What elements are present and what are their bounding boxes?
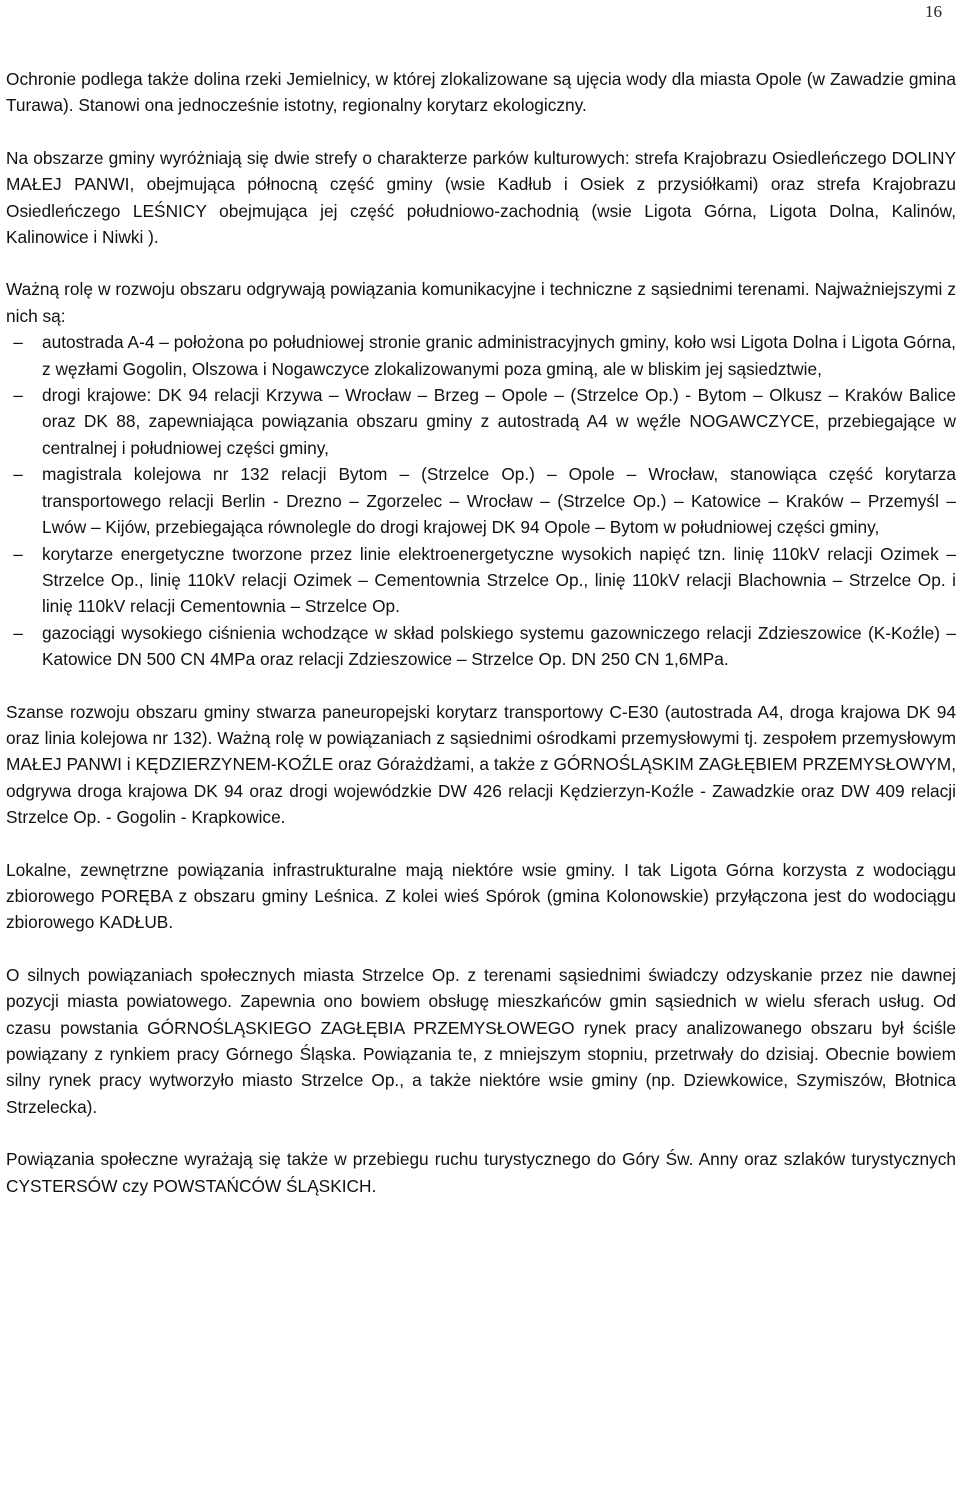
list-item xyxy=(6,541,956,620)
dash-bullet-icon: – xyxy=(13,543,23,564)
paragraph-connections-intro: Ważną rolę w rozwoju obszaru odgrywają powiązania komunikacyjne i techniczne z sąsiednimi terenami. Najważniejszymi z nich są: xyxy=(6,279,956,326)
dash-bullet-icon: – xyxy=(13,385,23,406)
list-item-text: magistrala kolejowa nr 132 relacji Bytom – (Strzelce Op.) – Opole – Wrocław, stanowiąca część korytarza transportowego relacji Berlin - Drezno – Zgorzelec – Wrocław – (Strzelce Op.) – Katowice – Kraków – Przemyśl – Lwów – Kijów, przebiegająca równolegle do drogi krajowej DK 94 Opole – Bytom w południowej części gminy, xyxy=(42,464,956,538)
list-item-text: autostrada A-4 – położona po południowej stronie granic administracyjnych gminy, koło wsi Ligota Dolna i Ligota Górna, z węzłami Gogolin, Olszowa i Nogawczyce zlokalizowanymi poza gminą, ale w bliskim jej sąsiedztwie, xyxy=(42,332,956,379)
list-item-text: gazociągi wysokiego ciśnienia wchodzące w skład polskiego systemu gazowniczego relacji Zdzieszowice (K-Koźle) – Katowice DN 500 CN 4MPa oraz relacji Zdzieszowice – Strzelce Op. DN 250 CN 1,6MPa. xyxy=(42,622,956,670)
paragraph-transport-corridor: Szanse rozwoju obszaru gminy stwarza paneuropejski korytarz transportowy C-E30 (autostrada A4, droga krajowa DK 94 oraz linia kolejowa nr 132). Ważną rolę w powiązaniach z sąsiednimi ośrodkami przemysłowymi tj. zespołem przemysłowym MAŁEJ PANWI i KĘDZIERZYNEM-KOŹLE oraz Górażdżami, a także z GÓRNOŚLĄSKIM ZAGŁĘBIEM PRZEMYSŁOWYM, odgrywa droga krajowa DK 94 oraz drogi wojewódzkie DW 426 relacji Kędzierzyn-Koźle - Zawadzkie oraz DW 409 relacji Strzelce Op. - Gogolin - Krapkowice. xyxy=(6,701,956,828)
page-number: 16 xyxy=(925,2,942,21)
list-item xyxy=(6,461,956,540)
list-item xyxy=(6,620,956,673)
paragraph-social-connections: O silnych powiązaniach społecznych miasta Strzelce Op. z terenami sąsiednimi świadczy odzyskanie przez nie dawnej pozycji miasta powiatowego. Zapewnia ono bowiem obsługę mieszkańców gmin sąsiednich w wielu sferach usług. Od czasu powstania GÓRNOŚLĄSKIEGO ZAGŁĘBIA PRZEMYSŁOWEGO rynek pracy analizowanego obszaru był ściśle powiązany z rynkiem pracy Górnego Śląska. Powiązania te, z mniejszym stopniu, przetrwały do dzisiaj. Obecnie bowiem silny rynek pracy wytworzyło miasto Strzelce Op., a także niektóre wsie gminy (np. Dziewkowice, Szymiszów, Błotnica Strzelecka). xyxy=(6,964,956,1117)
list-item xyxy=(6,329,956,382)
paragraph-tourism: Powiązania społeczne wyrażają się także w przebiegu ruchu turystycznego do Góry Św. Anny oraz szlaków turystycznych CYSTERSÓW czy POWSTAŃCÓW ŚLĄSKICH. xyxy=(6,1149,956,1196)
list-item xyxy=(6,382,956,461)
list-item-text: drogi krajowe: DK 94 relacji Krzywa – Wrocław – Brzeg – Opole – (Strzelce Op.) - Bytom – Olkusz – Kraków Balice oraz DK 88, zapewniająca powiązania obszaru gminy z autostradą A4 w węźle NOGAWCZYCE, przebiegające w centralnej i południowej części gminy, xyxy=(42,385,956,458)
document-body xyxy=(6,66,956,1199)
dash-bullet-icon: – xyxy=(13,332,23,353)
dash-bullet-icon: – xyxy=(13,622,23,643)
connections-list xyxy=(6,329,956,672)
paragraph-cultural-parks: Na obszarze gminy wyróżniają się dwie strefy o charakterze parków kulturowych: strefa Krajobrazu Osiedleńczego DOLINY MAŁEJ PANWI, obejmująca północną część gminy (wsie Kadłub i Osiek z przysiółkami) oraz strefa Krajobrazu Osiedleńczego LEŚNICY obejmująca jej część południowo-zachodnią (wsie Ligota Górna, Ligota Dolna, Kalinów, Kalinowice i Niwki ). xyxy=(6,147,956,248)
dash-bullet-icon: – xyxy=(13,464,23,485)
list-item-text: korytarze energetyczne tworzone przez linie elektroenergetyczne wysokich napięć tzn. linię 110kV relacji Ozimek – Strzelce Op., linię 110kV relacji Ozimek – Cementownia Strzelce Op., linię 110kV relacji Blachownia – Strzelce Op. i linię 110kV relacji Cementownia – Strzelce Op. xyxy=(42,543,956,617)
paragraph-jemielnica-valley: Ochronie podlega także dolina rzeki Jemielnicy, w której zlokalizowane są ujęcia wody dla miasta Opole (w Zawadzie gmina Turawa). Stanowi ona jednocześnie istotny, regionalny korytarz ekologiczny. xyxy=(6,69,956,116)
paragraph-infrastructure: Lokalne, zewnętrzne powiązania infrastrukturalne mają niektóre wsie gminy. I tak Ligota Górna korzysta z wodociągu zbiorowego PORĘBA z obszaru gminy Leśnica. Z kolei wieś Spórok (gmina Kolonowskie) przyłączona jest do wodociągu zbiorowego KADŁUB. xyxy=(6,859,956,933)
